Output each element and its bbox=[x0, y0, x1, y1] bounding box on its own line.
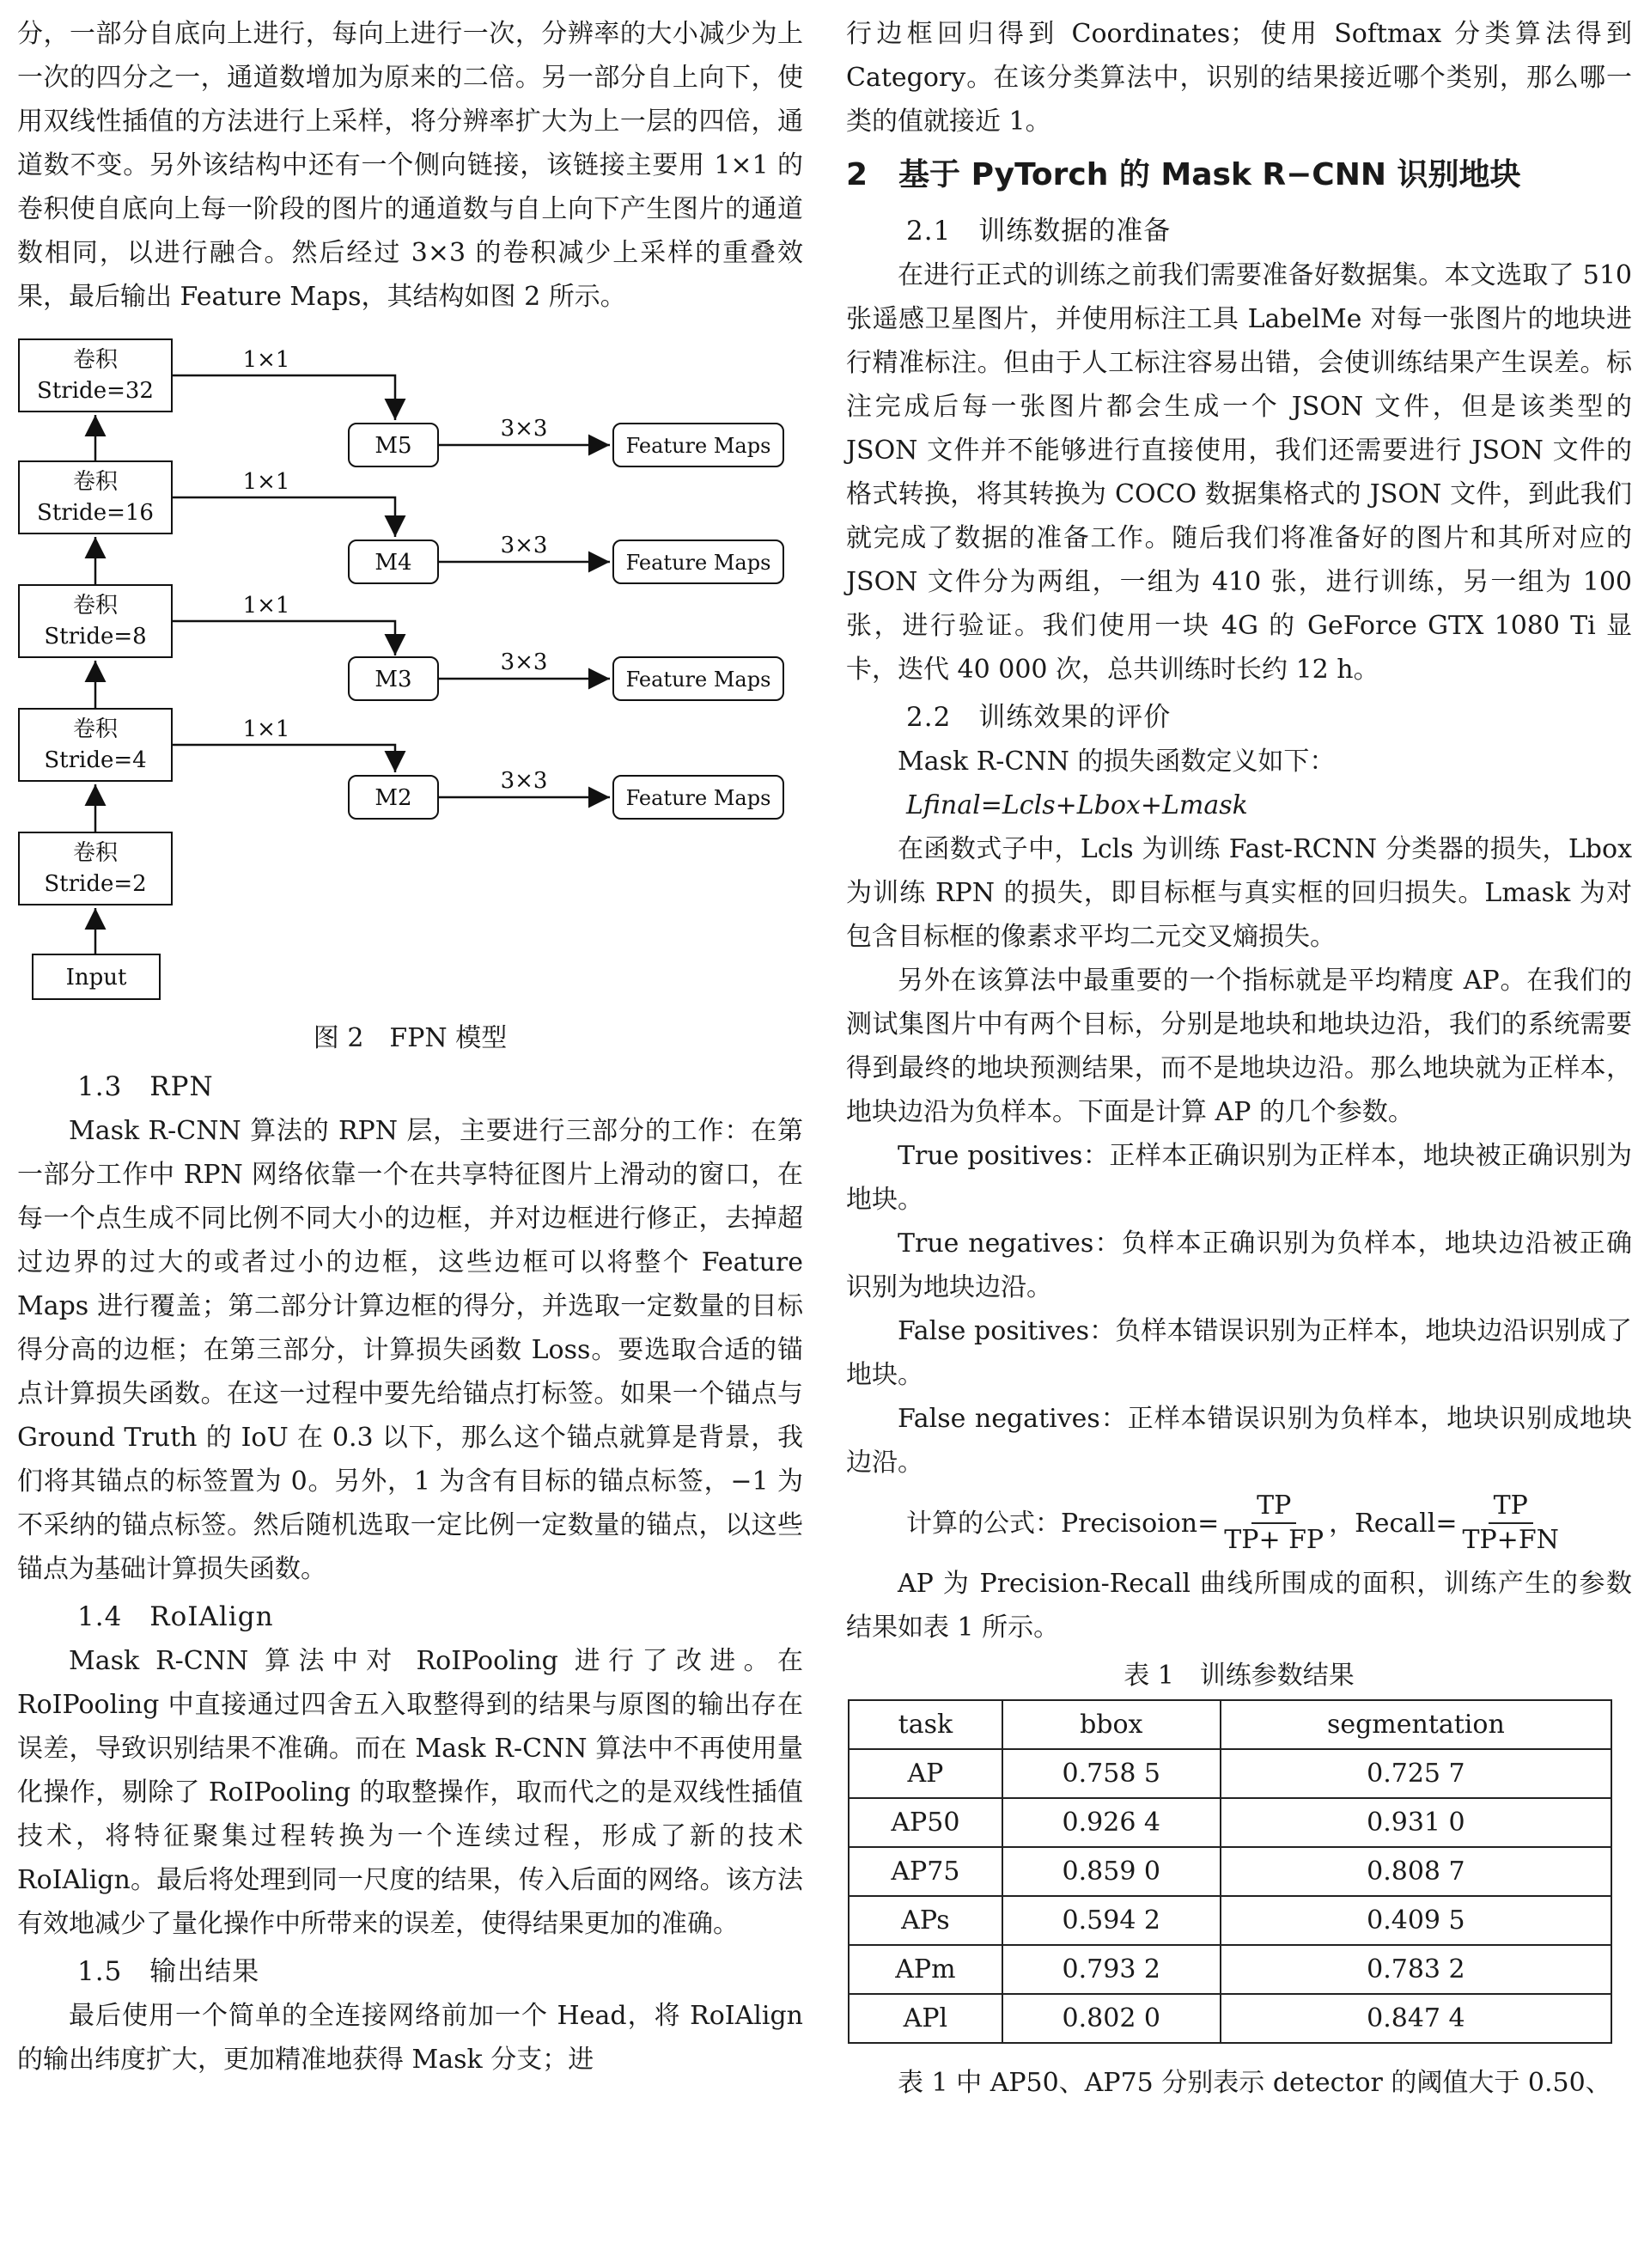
table-cell: 0.931 0 bbox=[1221, 1798, 1611, 1847]
paragraph-rpn: Mask R-CNN 算法的 RPN 层，主要进行三部分的工作：在第一部分工作中 RPN 网络依靠一个在共享特征图片上滑动的窗口，在每一个点生成不同比例不同大小的边框，并对边框进行修正，去掉超过边界的过大的或者过小的边框，这些边框可以将整个 Feature Maps 进行覆盖；第二部分计算边框的得分，并选取一定数量的目标得分高的边框；在第三部分，计算损失函数 Loss。要选取合适的锚点计算损失函数。在这一过程中要先给锚点打标签。如果一个锚点与 Ground Truth 的 IoU 在 0.3 以下，那么这个锚点就算是背景，我们将其锚点的标签置为 0。另外，1 为含有目标的锚点标签，−1 为不采纳的锚点标签。然后随机选取一定比例一定数量的锚点，以这些锚点为基础计算损失函数。 bbox=[17, 1116, 803, 1584]
stride-label: Stride=8 bbox=[44, 624, 147, 649]
table-row bbox=[849, 1798, 1611, 1847]
stride-label: Stride=32 bbox=[37, 378, 154, 404]
merge-m2 bbox=[349, 776, 438, 819]
results-table bbox=[848, 1699, 1612, 2044]
merge-m5 bbox=[349, 424, 438, 466]
formula-lead: 计算的公式： bbox=[906, 1508, 1061, 1539]
precision-recall-formula bbox=[906, 1485, 1632, 1562]
figure-caption: 图 2 FPN 模型 bbox=[313, 1023, 508, 1053]
table-cell: APs bbox=[849, 1896, 1002, 1945]
paragraph-false-negatives: False negatives：正样本错误识别为负样本，地块识别成地块边沿。 bbox=[846, 1404, 1632, 1478]
paragraph-true-positives: True positives：正样本正确识别为正样本，地块被正确识别为地块。 bbox=[846, 1141, 1632, 1215]
conv-box-32 bbox=[19, 339, 172, 412]
table-cell: AP bbox=[849, 1749, 1002, 1798]
conv-box-16 bbox=[19, 461, 172, 533]
precision-label: Precisoion= bbox=[1061, 1508, 1220, 1539]
merge-label: M5 bbox=[375, 433, 412, 459]
paragraph-loss-desc: 在函数式子中，Lcls 为训练 Fast-RCNN 分类器的损失，Lbox 为训练 RPN 的损失，即目标框与真实框的回归损失。Lmask 为对包含目标框的像素求平均二元交叉熵损失。 bbox=[846, 834, 1632, 952]
paragraph-loss-intro: Mask R-CNN 的损失函数定义如下： bbox=[898, 747, 1336, 777]
paragraph-data-prep: 在进行正式的训练之前我们需要准备好数据集。本文选取了 510 张遥感卫星图片，并使用标注工具 LabelMe 对每一张图片的地块进行精准标注。但由于人工标注容易出错，会使训练结果产生误差。标注完成后每一张图片都会生成一个 JSON 文件，但是该类型的 JSON 文件并不能够进行直接使用，我们还需要进行 JSON 文件的格式转换，将其转换为 COCO 数据集格式的 JSON 文件，到此我们就完成了数据的准备工作。随后我们将准备好的图片和其所对应的 JSON 文件分为两组，一组为 410 张，进行训练，另一组为 100 张，进行验证。我们使用一块 4G 的 GeForce GTX 1080 Ti 显卡，迭代 40 000 次，总共训练时长约 12 h。 bbox=[846, 260, 1632, 685]
smooth-label: 3×3 bbox=[500, 533, 548, 558]
lateral-label: 1×1 bbox=[242, 347, 290, 373]
lateral-label: 1×1 bbox=[242, 716, 290, 742]
stride-label: Stride=2 bbox=[44, 871, 147, 897]
heading-roialign: 1.4 RoIAlign bbox=[77, 1601, 274, 1632]
table-cell: 0.758 5 bbox=[1002, 1749, 1221, 1798]
smooth-label: 3×3 bbox=[500, 768, 548, 794]
paragraph-false-positives: False positives：负样本错误识别为正样本，地块边沿识别成了地块。 bbox=[846, 1316, 1632, 1390]
table-cell: 0.847 4 bbox=[1221, 1994, 1611, 2043]
table-cell: 0.802 0 bbox=[1002, 1994, 1221, 2043]
paragraph-ap: 另外在该算法中最重要的一个指标就是平均精度 AP。在我们的测试集图片中有两个目标，分别是地块和地块边沿，我们的系统需要得到最终的地块预测结果，而不是地块边沿。那么地块就为正样本，地块边沿为负样本。下面是计算 AP 的几个参数。 bbox=[846, 966, 1632, 1127]
precision-denominator: TP+ FP bbox=[1224, 1525, 1324, 1555]
table-cell: APl bbox=[849, 1994, 1002, 2043]
recall-label: Recall= bbox=[1355, 1508, 1458, 1539]
table-cell: APm bbox=[849, 1945, 1002, 1994]
heading-2-1: 2.1 训练数据的准备 bbox=[906, 216, 1172, 247]
left-column bbox=[17, 12, 803, 2082]
table-header-cell: task bbox=[849, 1700, 1002, 1749]
loss-formula: Lfinal=Lcls+Lbox+Lmask bbox=[906, 790, 1248, 820]
recall-denominator: TP+FN bbox=[1462, 1525, 1559, 1555]
table-cell: 0.725 7 bbox=[1221, 1749, 1611, 1798]
table-header-row bbox=[849, 1700, 1611, 1749]
table-row bbox=[849, 1945, 1611, 1994]
fpn-diagram bbox=[17, 338, 803, 1016]
smooth-label: 3×3 bbox=[500, 649, 548, 675]
paragraph-output: 最后使用一个简单的全连接网络前加一个 Head，将 RoIAlign 的输出纬度扩大，更加精准地获得 Mask 分支；进 bbox=[17, 2001, 803, 2075]
feature-maps-label: Feature Maps bbox=[625, 434, 771, 458]
precision-fraction bbox=[1224, 1490, 1324, 1557]
table-header-cell: segmentation bbox=[1221, 1700, 1611, 1749]
heading-section-2: 2 基于 PyTorch 的 Mask R−CNN 识别地块 bbox=[846, 157, 1521, 192]
conv-box-4 bbox=[19, 709, 172, 781]
lateral-label: 1×1 bbox=[242, 593, 290, 619]
fpn-figure bbox=[17, 338, 803, 1016]
table-cell: 0.793 2 bbox=[1002, 1945, 1221, 1994]
conv-box-8 bbox=[19, 585, 172, 657]
output-connections bbox=[438, 416, 610, 797]
table-cell: 0.808 7 bbox=[1221, 1847, 1611, 1896]
recall-numerator: TP bbox=[1489, 1490, 1533, 1524]
paragraph-intro: 分，一部分自底向上进行，每向上进行一次，分辨率的大小减少为上一次的四分之一，通道数增加为原来的二倍。另一部分自上向下，使用双线性插值的方法进行上采样，将分辨率扩大为上一层的四倍，通道数不变。另外该结构中还有一个侧向链接，该链接主要用 1×1 的卷积使自底向上每一阶段的图片的通道数与自上向下产生图片的通道数相同，以进行融合。然后经过 3×3 的卷积减少上采样的重叠效果，最后输出 Feature Maps，其结构如图 2 所示。 bbox=[17, 19, 803, 312]
table-cell: AP50 bbox=[849, 1798, 1002, 1847]
table-row bbox=[849, 1994, 1611, 2043]
input-label: Input bbox=[65, 965, 127, 991]
table-cell: 0.926 4 bbox=[1002, 1798, 1221, 1847]
conv-label: 卷积 bbox=[72, 840, 119, 866]
merge-label: M4 bbox=[375, 550, 412, 576]
feature-maps-p4 bbox=[613, 540, 783, 583]
precision-numerator: TP bbox=[1251, 1490, 1296, 1524]
conv-label: 卷积 bbox=[72, 716, 119, 742]
conv-box-2 bbox=[19, 832, 172, 905]
table-cell: AP75 bbox=[849, 1847, 1002, 1896]
heading-output: 1.5 输出结果 bbox=[77, 1956, 260, 1987]
conv-label: 卷积 bbox=[72, 347, 119, 373]
feature-maps-label: Feature Maps bbox=[625, 786, 771, 810]
paragraph-pr: AP 为 Precision-Recall 曲线所围成的面积，训练产生的参数结果如表 1 所示。 bbox=[846, 1569, 1632, 1643]
table-caption: 表 1 训练参数结果 bbox=[1124, 1661, 1355, 1691]
conv-label: 卷积 bbox=[72, 469, 119, 495]
table-header-cell: bbox bbox=[1002, 1700, 1221, 1749]
input-box bbox=[33, 954, 160, 999]
stride-label: Stride=4 bbox=[44, 747, 147, 773]
merge-m3 bbox=[349, 657, 438, 700]
paragraph-roialign: Mask R-CNN 算法中对 RoIPooling 进行了改进。在 RoIPooling 中直接通过四舍五入取整得到的结果与原图的输出存在误差，导致识别结果不准确。而在 Mask R-CNN 算法中不再使用量化操作，剔除了 RoIPooling 的取整操作，取而代之的是双线性插值技术，将特征聚集过程转换为一个连续过程，形成了新的技术 RoIAlign。最后将处理到同一尺度的结果，传入后面的网络。该方法有效地减少了量化操作中所带来的误差，使得结果更加的准确。 bbox=[17, 1646, 803, 1939]
table-cell: 0.594 2 bbox=[1002, 1896, 1221, 1945]
feature-maps-p2 bbox=[613, 776, 783, 819]
table-row bbox=[849, 1847, 1611, 1896]
feature-maps-p5 bbox=[613, 424, 783, 466]
feature-maps-label: Feature Maps bbox=[625, 551, 771, 575]
recall-fraction bbox=[1462, 1490, 1558, 1557]
merge-label: M3 bbox=[375, 667, 412, 692]
lateral-label: 1×1 bbox=[242, 469, 290, 495]
stride-label: Stride=16 bbox=[37, 500, 154, 526]
table-cell: 0.409 5 bbox=[1221, 1896, 1611, 1945]
merge-m4 bbox=[349, 540, 438, 583]
heading-rpn: 1.3 RPN bbox=[77, 1071, 214, 1102]
right-column bbox=[846, 12, 1632, 2105]
heading-2-2: 2.2 训练效果的评价 bbox=[906, 702, 1172, 733]
table-row bbox=[849, 1896, 1611, 1945]
formula-separator: ， bbox=[1329, 1508, 1355, 1539]
feature-maps-label: Feature Maps bbox=[625, 668, 771, 692]
paragraph-true-negatives: True negatives：负样本正确识别为负样本，地块边沿被正确识别为地块边沿。 bbox=[846, 1228, 1632, 1302]
conv-label: 卷积 bbox=[72, 593, 119, 619]
smooth-label: 3×3 bbox=[500, 416, 548, 442]
table-cell: 0.783 2 bbox=[1221, 1945, 1611, 1994]
table-row bbox=[849, 1749, 1611, 1798]
feature-maps-p3 bbox=[613, 657, 783, 700]
paragraph-continued: 行边框回归得到 Coordinates；使用 Softmax 分类算法得到 Category。在该分类算法中，识别的结果接近哪个类别，那么哪一类的值就接近 1。 bbox=[846, 19, 1632, 137]
merge-label: M2 bbox=[375, 785, 412, 811]
paragraph-last: 表 1 中 AP50、AP75 分别表示 detector 的阈值大于 0.50、 bbox=[898, 2068, 1611, 2098]
table-cell: 0.859 0 bbox=[1002, 1847, 1221, 1896]
